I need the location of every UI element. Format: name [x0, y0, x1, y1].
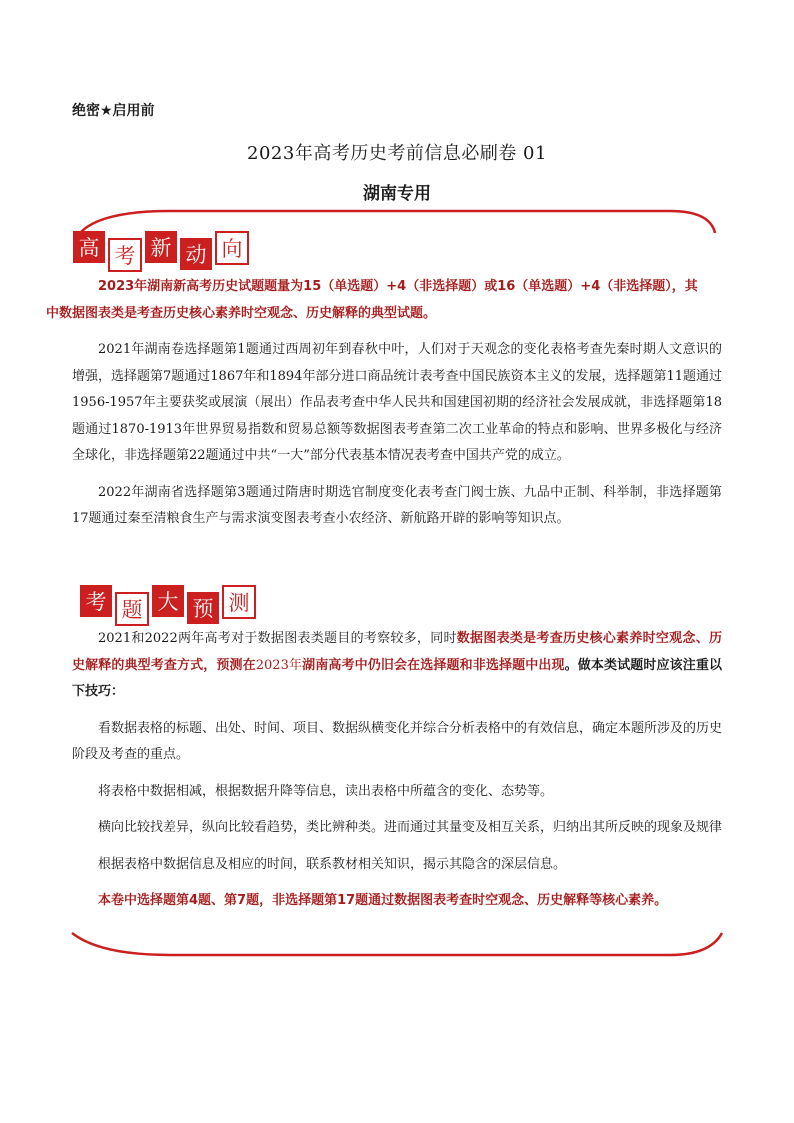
page-subtitle: 湖南专用	[363, 184, 431, 204]
section-prediction	[72, 626, 722, 915]
secret-label: 绝密★启用前	[72, 103, 155, 119]
paragraph: 将表格中数据相减，根据数据升降等信息，读出表格中所蕴含的变化、态势等。	[98, 783, 554, 799]
emphasis-text: 数据图表类是考查历史核心素养时空观念、历史解释的典型考查方式，预测在	[72, 631, 722, 673]
banner-gaokao-new-trends	[73, 234, 249, 268]
banner-char: 大	[152, 585, 184, 617]
paragraph: 根据表格中数据信息及相应的时间，联系教材相关知识，揭示其隐含的深层信息。	[98, 856, 567, 872]
banner-char: 题	[115, 592, 149, 626]
frame-bottom-arc	[72, 933, 722, 955]
plain-text: 。做本类试题时应该注重以下技巧：	[72, 657, 722, 699]
paragraph: 2022年湖南省选择题第3题通过隋唐时期选官制度变化表考查门阀士族、九品中正制、科举制，非选择题第17题通过秦至清粮食生产与需求演变图表考查小农经济、新航路开辟的影响等知识点。	[72, 484, 722, 526]
banner-exam-prediction	[80, 588, 256, 622]
paragraph	[46, 274, 722, 327]
paragraph: 看数据表格的标题、出处、时间、项目、数据纵横变化并综合分析表格中的有效信息，确定本题所涉及的历史阶段及考查的重点。	[72, 720, 723, 762]
emphasis-text: 2023年湖南新高考历史试题题量为15（单选题）+4（非选择题）或16（单选题）+4（非选择题），其	[98, 279, 698, 294]
banner-char: 新	[145, 231, 177, 263]
paragraph: 本卷中选择题第4题、第7题，非选择题第17题通过数据图表考查时空观念、历史解释等核心素养。	[98, 893, 668, 908]
paragraph: 2021年湖南卷选择题第1题通过西周初年到春秋中叶，人们对于天观念的变化表格考查先秦时期人文意识的增强，选择题第7题通过1867年和1894年部分进口商品统计表考查中国民族资本主义的发展，选择题第11题通过1956-1957年主要获奖或展演（展出）作品表考查中华人民共和国建国初期的经济社会发展成就，非选择题第18题通过1870-1913年世界贸易指数和贸易总额等数据图表考查第二次工业革命的特点和影响、世界多极化与经济全球化，非选择题第22题通过中共“一大”部分代表基本情况表考查中国共产党的成立。	[72, 342, 722, 463]
banner-char: 考	[80, 585, 112, 617]
paragraph	[72, 626, 722, 706]
frame-top-arc	[80, 211, 715, 233]
banner-char: 动	[180, 238, 212, 270]
banner-char: 预	[187, 592, 219, 624]
banner-char: 高	[73, 231, 105, 263]
page-title: 2023年高考历史考前信息必刷卷 01	[247, 143, 547, 164]
emphasis-text: 湖南高考中仍旧会在选择题和非选择题中出现	[302, 657, 565, 673]
banner-char: 向	[215, 231, 249, 265]
banner-char: 测	[222, 585, 256, 619]
emphasis-text: 中数据图表类是考查历史核心素养时空观念、历史解释的典型试题。	[46, 305, 437, 321]
banner-char: 考	[108, 238, 142, 272]
section-trends	[46, 274, 722, 533]
plain-text: 2021和2022两年高考对于数据图表类题目的考察较多，同时	[98, 631, 457, 646]
paragraph: 横向比较找差异，纵向比较看趋势，类比辨种类。进而通过其量变及相互关系，归纳出其所反映的现象及规律	[98, 820, 723, 835]
emphasis-text: 2023年	[255, 657, 303, 673]
